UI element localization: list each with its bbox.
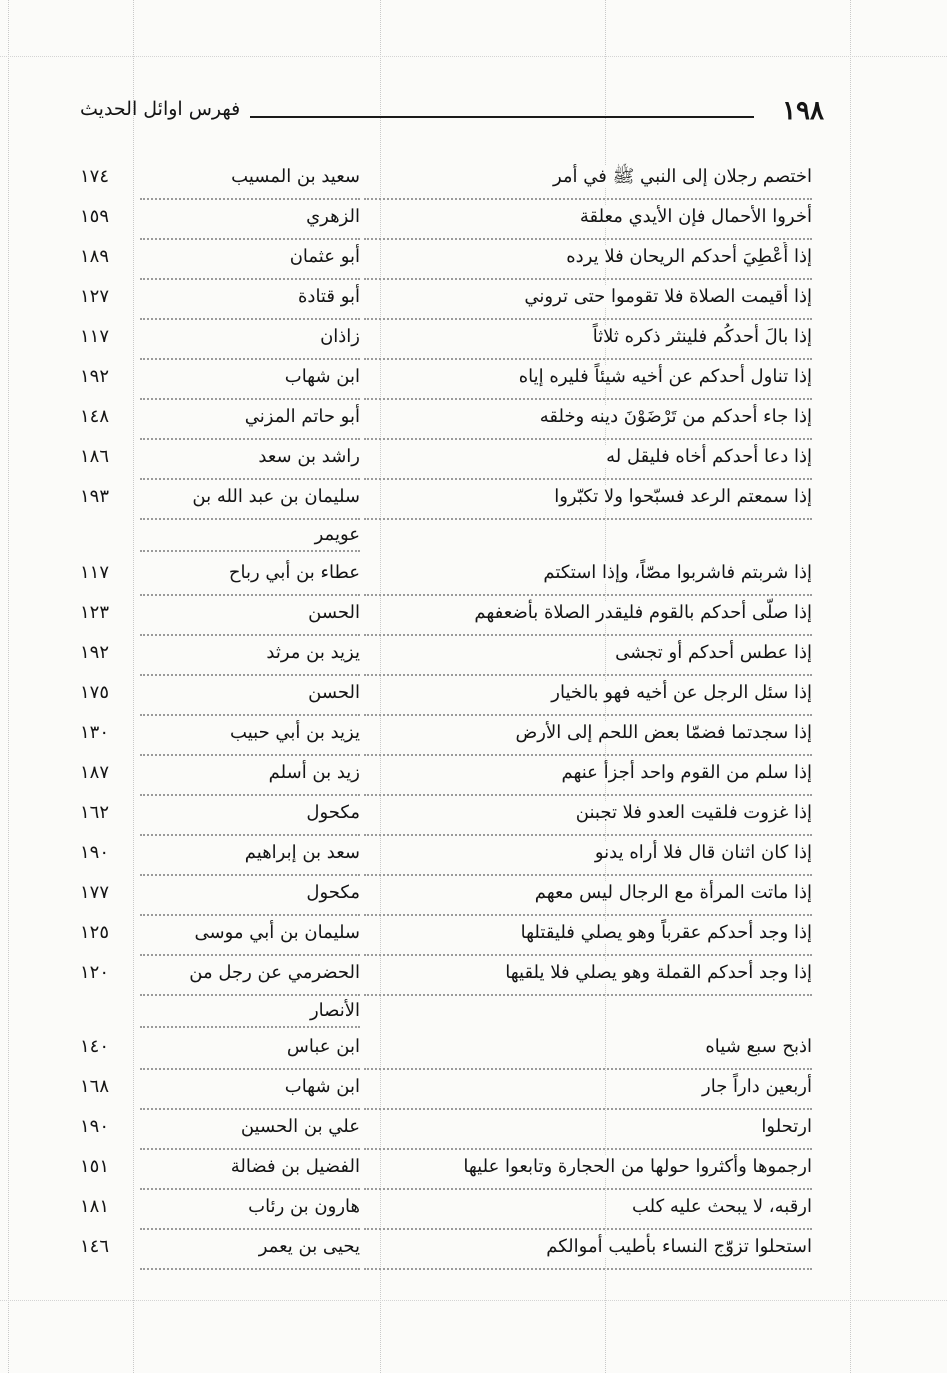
index-row bbox=[80, 162, 812, 198]
hadith-opening bbox=[364, 878, 812, 916]
index-row bbox=[80, 1232, 812, 1268]
hadith-opening bbox=[364, 442, 812, 480]
hadith-opening bbox=[364, 1232, 812, 1270]
narrator-text: ابن عباس bbox=[283, 1036, 360, 1057]
index-row bbox=[80, 798, 812, 834]
index-row bbox=[80, 758, 812, 794]
narrator-text: ابن شهاب bbox=[281, 366, 360, 387]
hadith-opening bbox=[364, 282, 812, 320]
index-row bbox=[80, 558, 812, 594]
page-reference: ١٢٣ bbox=[80, 602, 110, 623]
page-reference: ١٢٧ bbox=[80, 286, 110, 307]
index-row bbox=[80, 402, 812, 438]
narrator-text: أبو قتادة bbox=[294, 286, 360, 307]
hadith-text: إذا أقيمت الصلاة فلا تقوموا حتى تروني bbox=[520, 286, 812, 307]
narrator bbox=[140, 162, 360, 200]
narrator bbox=[140, 838, 360, 876]
page-reference: ١١٧ bbox=[80, 562, 110, 583]
page-reference: ١٧٤ bbox=[80, 166, 110, 187]
narrator-text: أبو عثمان bbox=[286, 246, 360, 267]
narrator-text: سليمان بن عبد الله بن bbox=[188, 486, 360, 507]
hadith-text: إذا ماتت المرأة مع الرجال ليس معهم bbox=[531, 882, 812, 903]
hadith-opening bbox=[364, 958, 812, 996]
hadith-text: إذا بالَ أحدكُم فلينثر ذكره ثلاثاً bbox=[589, 326, 812, 347]
index-row bbox=[80, 1192, 812, 1228]
hadith-text: ارقبه، لا يبحث عليه كلب bbox=[628, 1196, 812, 1217]
hadith-text: إذا وجد أحدكم القملة وهو يصلي فلا يلقيها bbox=[501, 962, 812, 983]
hadith-text: ارجموها وأكثروا حولها من الحجارة وتابعوا عليها bbox=[459, 1156, 812, 1177]
narrator bbox=[140, 322, 360, 360]
hadith-text: إذا سجدتما فضمّا بعض اللحم إلى الأرض bbox=[512, 722, 813, 743]
narrator-text: علي بن الحسين bbox=[237, 1116, 360, 1137]
index-row bbox=[80, 442, 812, 478]
hadith-text: إذا سمعتم الرعد فسبّحوا ولا تكبّروا bbox=[550, 486, 812, 507]
page-reference: ١٨٧ bbox=[80, 762, 110, 783]
hadith-opening bbox=[364, 758, 812, 796]
hadith-opening bbox=[364, 1152, 812, 1190]
index-row bbox=[80, 242, 812, 278]
index-row bbox=[80, 482, 812, 545]
narrator bbox=[140, 202, 360, 240]
narrator-continuation bbox=[140, 520, 360, 552]
hadith-text: إذا وجد أحدكم عقرباً وهو يصلي فليقتلها bbox=[517, 922, 812, 943]
narrator-text: سعيد بن المسيب bbox=[227, 166, 360, 187]
narrator bbox=[140, 1112, 360, 1150]
page-reference: ١٨١ bbox=[80, 1196, 110, 1217]
narrator-text: الفضيل بن فضالة bbox=[227, 1156, 360, 1177]
index-row bbox=[80, 838, 812, 874]
narrator-text: الحسن bbox=[304, 682, 360, 703]
hadith-opening bbox=[364, 678, 812, 716]
narrator bbox=[140, 918, 360, 956]
hadith-opening bbox=[364, 918, 812, 956]
hadith-text: ارتحلوا bbox=[757, 1116, 812, 1137]
narrator bbox=[140, 598, 360, 636]
narrator bbox=[140, 758, 360, 796]
hadith-text: إذا غزوت فلقيت العدو فلا تجبنن bbox=[572, 802, 812, 823]
page-reference: ١٩٠ bbox=[80, 1116, 110, 1137]
narrator bbox=[140, 442, 360, 480]
narrator-text: الحسن bbox=[304, 602, 360, 623]
hadith-text: إذا تناول أحدكم عن أخيه شيئاً فليره إياه bbox=[515, 366, 812, 387]
hadith-opening bbox=[364, 638, 812, 676]
index-row bbox=[80, 202, 812, 238]
narrator-text: هارون بن رئاب bbox=[244, 1196, 360, 1217]
hadith-text: إذا أُعْطِيَ أحدكم الريحان فلا يرده bbox=[562, 246, 812, 267]
narrator-text: الزهري bbox=[302, 206, 360, 227]
index-row bbox=[80, 362, 812, 398]
hadith-text: إذا صلّى أحدكم بالقوم فليقدر الصلاة بأضعفهم bbox=[470, 602, 812, 623]
hadith-opening bbox=[364, 838, 812, 876]
narrator bbox=[140, 242, 360, 280]
hadith-text: استحلوا تزوّج النساء بأطيب أموالكم bbox=[542, 1236, 812, 1257]
page-reference: ١٢٥ bbox=[80, 922, 110, 943]
narrator bbox=[140, 638, 360, 676]
narrator-text: الحضرمي عن رجل من bbox=[185, 962, 360, 983]
page-reference: ١٤٨ bbox=[80, 406, 110, 427]
hadith-opening bbox=[364, 1032, 812, 1070]
hadith-text: أخروا الأحمال فإن الأيدي معلقة bbox=[576, 206, 812, 227]
hadith-text: إذا جاء أحدكم من تَرْضَوْنَ دينه وخلقه bbox=[536, 406, 812, 427]
index-row bbox=[80, 718, 812, 754]
narrator-text: مكحول bbox=[302, 882, 360, 903]
page-reference: ١٤٦ bbox=[80, 1236, 110, 1257]
page-reference: ١٩٣ bbox=[80, 486, 110, 507]
narrator bbox=[140, 1032, 360, 1070]
index-row bbox=[80, 918, 812, 954]
narrator bbox=[140, 362, 360, 400]
hadith-opening bbox=[364, 202, 812, 240]
page-number: ١٩٨ bbox=[782, 96, 824, 126]
page-reference: ١٦٢ bbox=[80, 802, 110, 823]
narrator bbox=[140, 878, 360, 916]
narrator-text: ابن شهاب bbox=[281, 1076, 360, 1097]
narrator-text: سليمان بن أبي موسى bbox=[191, 922, 361, 943]
index-row bbox=[80, 958, 812, 1021]
index-row bbox=[80, 282, 812, 318]
hadith-opening bbox=[364, 322, 812, 360]
narrator-text: مكحول bbox=[302, 802, 360, 823]
narrator-text: يزيد بن مرثد bbox=[262, 642, 360, 663]
hadith-opening bbox=[364, 718, 812, 756]
hadith-opening bbox=[364, 1112, 812, 1150]
narrator bbox=[140, 958, 360, 996]
narrator-text: يزيد بن أبي حبيب bbox=[226, 722, 360, 743]
narrator bbox=[140, 402, 360, 440]
index-row bbox=[80, 1032, 812, 1068]
hadith-opening bbox=[364, 1192, 812, 1230]
hadith-opening bbox=[364, 798, 812, 836]
page-reference: ١٧٧ bbox=[80, 882, 110, 903]
narrator-text: زاذان bbox=[316, 326, 360, 347]
page-reference: ١١٧ bbox=[80, 326, 110, 347]
hadith-opening bbox=[364, 402, 812, 440]
page-reference: ١٢٠ bbox=[80, 962, 110, 983]
hadith-opening bbox=[364, 242, 812, 280]
narrator bbox=[140, 678, 360, 716]
narrator-continuation-text: عويمر bbox=[311, 524, 360, 545]
narrator-text: عطاء بن أبي رباح bbox=[225, 562, 360, 583]
narrator bbox=[140, 282, 360, 320]
page-reference: ١٩٠ bbox=[80, 842, 110, 863]
narrator-text: أبو حاتم المزني bbox=[241, 406, 360, 427]
hadith-text: إذا عطس أحدكم أو تجشى bbox=[611, 642, 812, 663]
page-reference: ١٦٨ bbox=[80, 1076, 110, 1097]
narrator-text: يحيى بن يعمر bbox=[255, 1236, 360, 1257]
narrator bbox=[140, 482, 360, 520]
narrator bbox=[140, 1232, 360, 1270]
narrator bbox=[140, 798, 360, 836]
hadith-text: أربعين داراً جار bbox=[698, 1076, 812, 1097]
running-title: فهرس اوائل الحديث bbox=[80, 98, 241, 120]
index-row bbox=[80, 1152, 812, 1188]
index-row bbox=[80, 598, 812, 634]
narrator-text: سعد بن إبراهيم bbox=[241, 842, 360, 863]
page-reference: ١٨٩ bbox=[80, 246, 110, 267]
page-reference: ١٩٢ bbox=[80, 642, 110, 663]
narrator bbox=[140, 558, 360, 596]
narrator-text: راشد بن سعد bbox=[254, 446, 360, 467]
narrator bbox=[140, 1152, 360, 1190]
page-reference: ١٣٠ bbox=[80, 722, 110, 743]
narrator-continuation-text: الأنصار bbox=[306, 1000, 360, 1021]
index-row bbox=[80, 638, 812, 674]
hadith-opening bbox=[364, 482, 812, 520]
hadith-text: إذا سلم من القوم واحد أجزأ عنهم bbox=[557, 762, 812, 783]
index-row bbox=[80, 322, 812, 358]
hadith-text: اختصم رجلان إلى النبي ﷺ في أمر bbox=[549, 166, 812, 187]
hadith-text: إذا كان اثنان قال فلا أراه يدنو bbox=[591, 842, 812, 863]
index-row bbox=[80, 678, 812, 714]
narrator-text: زيد بن أسلم bbox=[265, 762, 360, 783]
index-row bbox=[80, 1072, 812, 1108]
page-reference: ١٥١ bbox=[80, 1156, 110, 1177]
narrator bbox=[140, 1192, 360, 1230]
index-row bbox=[80, 878, 812, 914]
page-reference: ١٥٩ bbox=[80, 206, 110, 227]
hadith-opening bbox=[364, 558, 812, 596]
narrator bbox=[140, 1072, 360, 1110]
hadith-opening bbox=[364, 598, 812, 636]
hadith-text: إذا دعا أحدكم أخاه فليقل له bbox=[602, 446, 812, 467]
page-reference: ١٤٠ bbox=[80, 1036, 110, 1057]
hadith-opening bbox=[364, 162, 812, 200]
hadith-text: إذا سئل الرجل عن أخيه فهو بالخيار bbox=[547, 682, 812, 703]
hadith-text: اذبح سبع شياه bbox=[701, 1036, 812, 1057]
narrator-continuation bbox=[140, 996, 360, 1028]
page-reference: ١٨٦ bbox=[80, 446, 110, 467]
hadith-text: إذا شربتم فاشربوا مصّاً، وإذا استكتم bbox=[539, 562, 812, 583]
page-reference: ١٧٥ bbox=[80, 682, 110, 703]
narrator bbox=[140, 718, 360, 756]
page-reference: ١٩٢ bbox=[80, 366, 110, 387]
index-row bbox=[80, 1112, 812, 1148]
hadith-opening bbox=[364, 362, 812, 400]
hadith-opening bbox=[364, 1072, 812, 1110]
